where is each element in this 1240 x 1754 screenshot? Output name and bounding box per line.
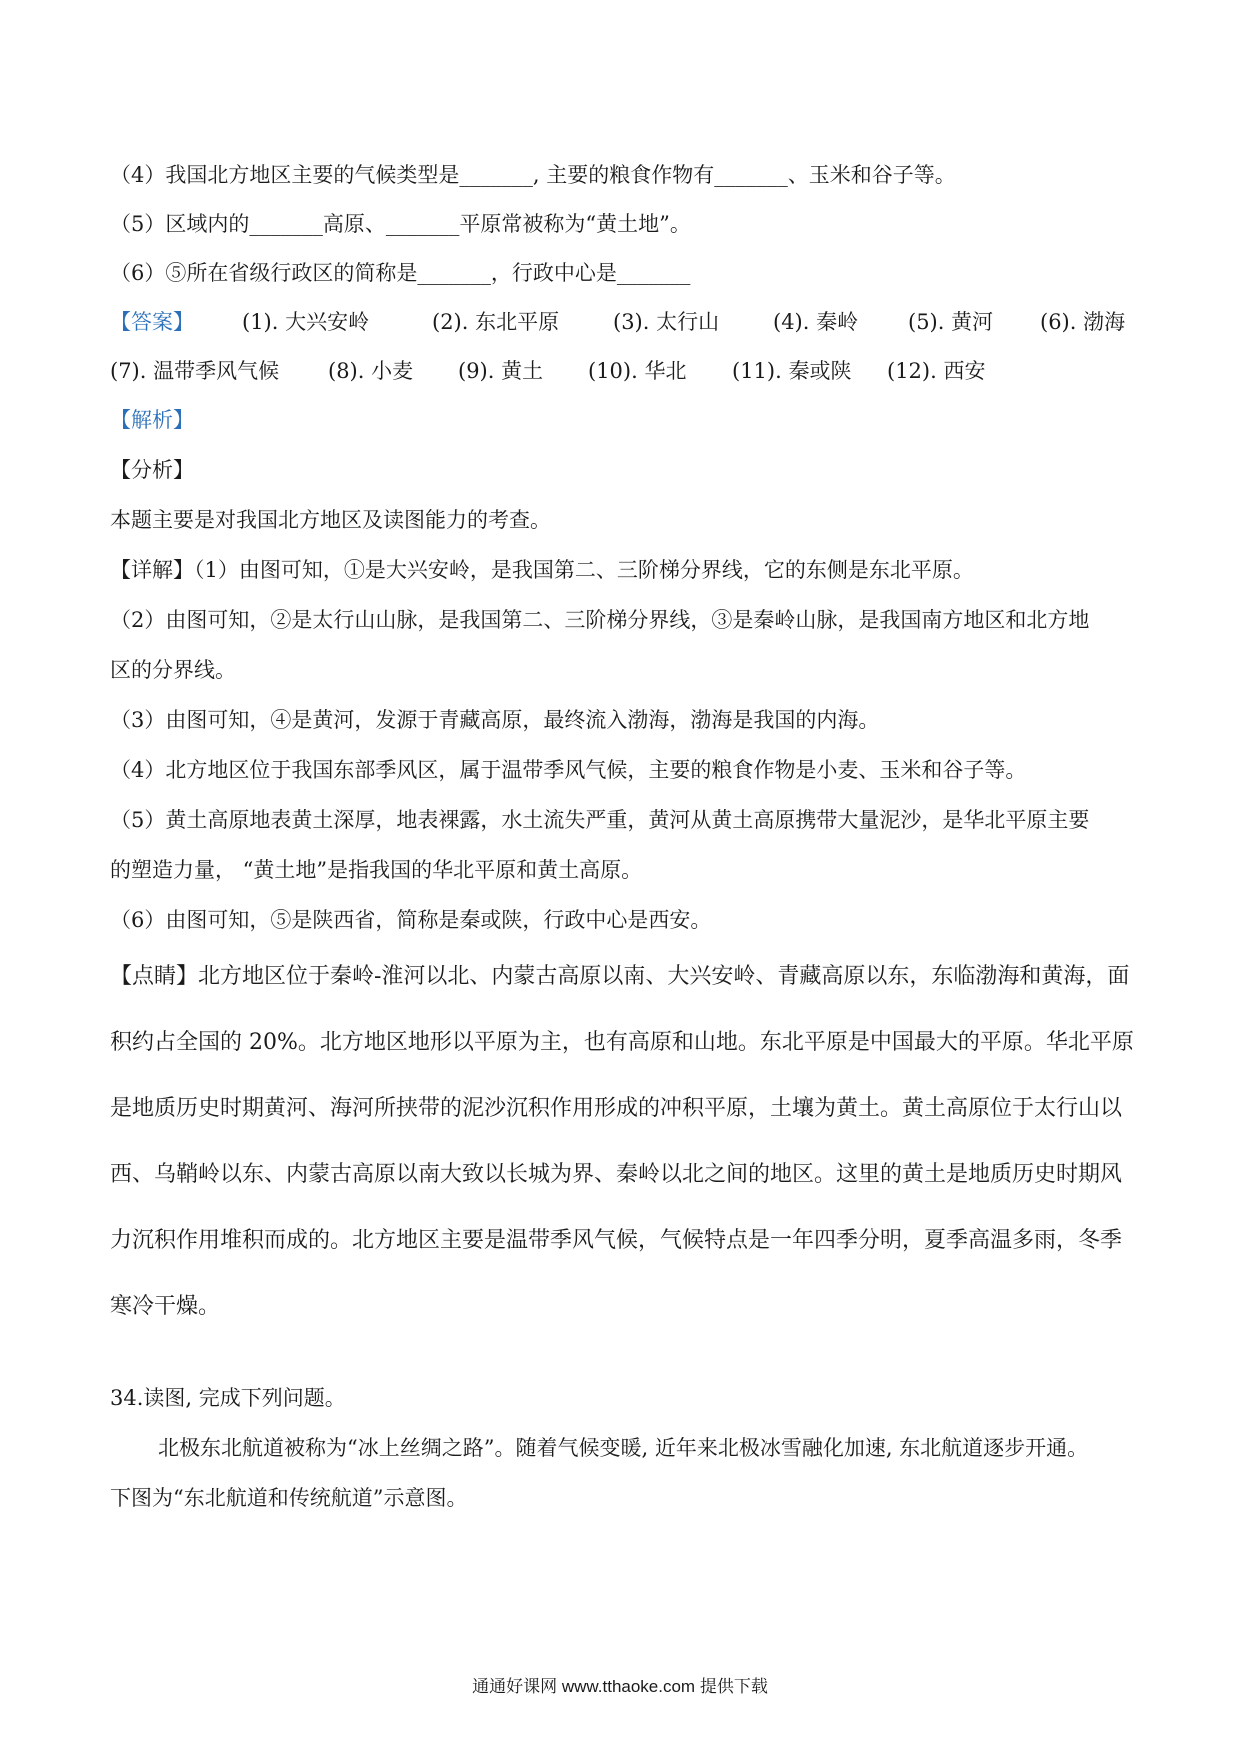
answer-item-9: (9). 黄土 <box>458 359 544 383</box>
answer-item-8: (8). 小麦 <box>328 359 414 383</box>
tip-line: 积约占全国的 20%。北方地区地形以平原为主，也有高原和山地。东北平原是中国最大的平原。华北平原 <box>110 1030 1134 1055</box>
answer-item-11: (11). 秦或陕 <box>732 359 852 383</box>
answer-item-10: (10). 华北 <box>588 359 687 383</box>
answer-item-1: (1). 大兴安岭 <box>242 310 370 334</box>
answer-item-2: (2). 东北平原 <box>432 310 560 334</box>
detail-line: 【详解】（1）由图可知，①是大兴安岭，是我国第二、三阶梯分界线，它的东侧是东北平原。 <box>110 558 974 582</box>
question-item-5: （5）区域内的_______高原、_______平原常被称为“黄土地”。 <box>110 212 691 236</box>
detail-line: 区的分界线。 <box>110 658 236 682</box>
answer-item-4: (4). 秦岭 <box>773 310 859 334</box>
question-item-6: （6）⑤所在省级行政区的简称是_______，行政中心是_______ <box>110 261 691 285</box>
answer-item-5: (5). 黄河 <box>908 310 994 334</box>
tip-line: 寒冷干燥。 <box>110 1294 221 1319</box>
detail-line: （5）黄土高原地表黄土深厚，地表裸露，水土流失严重，黄河从黄土高原携带大量泥沙，是华北平原主要 <box>110 808 1090 832</box>
detail-line: （3）由图可知，④是黄河，发源于青藏高原，最终流入渤海，渤海是我国的内海。 <box>110 708 880 732</box>
question-34-title: 34.读图, 完成下列问题。 <box>110 1386 346 1410</box>
analysis-intro: 本题主要是对我国北方地区及读图能力的考查。 <box>110 508 551 532</box>
tip-line: 是地质历史时期黄河、海河所挟带的泥沙沉积作用形成的冲积平原，土壤为黄土。黄土高原位于太行山以 <box>110 1096 1123 1121</box>
question-34-body-line: 北极东北航道被称为“冰上丝绸之路”。随着气候变暖, 近年来北极冰雪融化加速, 东北航道逐步开通。 <box>158 1436 1089 1460</box>
answer-item-12: (12). 西安 <box>887 359 986 383</box>
answer-item-3: (3). 太行山 <box>613 310 720 334</box>
question-item-4: （4）我国北方地区主要的气候类型是_______, 主要的粮食作物有_______、玉米和谷子等。 <box>110 163 956 187</box>
tip-line: 西、乌鞘岭以东、内蒙古高原以南大致以长城为界、秦岭以北之间的地区。这里的黄土是地质历史时期风 <box>110 1162 1123 1187</box>
answer-label: 【答案】 <box>110 310 194 334</box>
analysis-sub-label: 【分析】 <box>110 458 194 482</box>
analysis-label: 【解析】 <box>110 408 194 432</box>
footer-text: 通通好课网 www.tthaoke.com 提供下载 <box>472 1677 768 1696</box>
answer-item-6: (6). 渤海 <box>1040 310 1126 334</box>
tip-line: 【点睛】北方地区位于秦岭-淮河以北、内蒙古高原以南、大兴安岭、青藏高原以东，东临渤海和黄海，面 <box>110 964 1130 989</box>
detail-line: （2）由图可知，②是太行山山脉，是我国第二、三阶梯分界线，③是秦岭山脉，是我国南方地区和北方地 <box>110 608 1090 632</box>
detail-line: （4）北方地区位于我国东部季风区，属于温带季风气候，主要的粮食作物是小麦、玉米和谷子等。 <box>110 758 1027 782</box>
detail-line: 的塑造力量， “黄土地”是指我国的华北平原和黄土高原。 <box>110 858 643 882</box>
answer-item-7: (7). 温带季风气候 <box>110 359 280 383</box>
detail-line: （6）由图可知，⑤是陕西省，简称是秦或陕，行政中心是西安。 <box>110 908 712 932</box>
tip-line: 力沉积作用堆积而成的。北方地区主要是温带季风气候，气候特点是一年四季分明，夏季高温多雨，冬季 <box>110 1228 1123 1253</box>
question-34-body-line: 下图为“东北航道和传统航道”示意图。 <box>110 1486 468 1510</box>
